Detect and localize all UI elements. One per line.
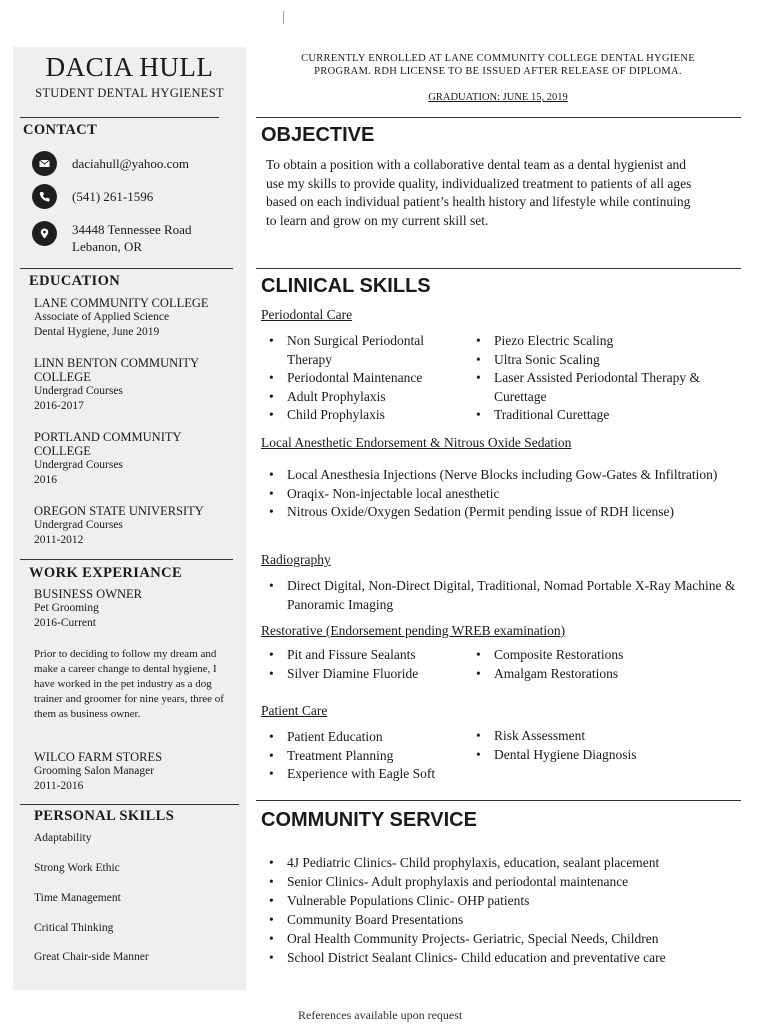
sidebar xyxy=(13,47,246,990)
list-item: • Nitrous Oxide/Oxygen Sedation (Permit pending issue of RDH license) xyxy=(263,503,739,522)
education-item xyxy=(34,356,239,414)
job-title: BUSINESS OWNER xyxy=(34,587,142,601)
list-item: • Traditional Curettage xyxy=(470,406,745,425)
list-item: • Pit and Fissure Sealants xyxy=(263,646,463,665)
job-dates: 2011-2016 xyxy=(34,780,84,792)
list-item: • Oral Health Community Projects- Geriatric, Special Needs, Children xyxy=(263,929,739,948)
divider xyxy=(256,800,741,801)
personal-skill-item: Time Management xyxy=(34,892,121,904)
anesthetic-subheading: Local Anesthetic Endorsement & Nitrous Oxide Sedation xyxy=(261,435,572,450)
divider xyxy=(256,268,741,269)
education-item xyxy=(34,430,239,488)
personal-skill-item: Strong Work Ethic xyxy=(34,862,120,874)
divider xyxy=(20,117,219,118)
anesthetic-list xyxy=(263,466,739,522)
list-item: • Non Surgical Periodontal Therapy xyxy=(263,332,463,369)
personal-skill-item: Adaptability xyxy=(34,832,92,844)
list-item: • Senior Clinics- Adult prophylaxis and periodontal maintenance xyxy=(263,872,739,891)
list-item: • Direct Digital, Non-Direct Digital, Traditional, Nomad Portable X-Ray Machine & Panoramic Imaging xyxy=(263,577,739,614)
restorative-list-left xyxy=(263,646,463,683)
list-item: • Treatment Planning xyxy=(263,747,463,766)
contact-email-row xyxy=(32,151,189,176)
graduation-date: GRADUATION: JUNE 15, 2019 xyxy=(428,92,568,103)
job-description: Prior to deciding to follow my dream and make a career change to dental hygiene, I have worked in the pet industry as a dog trainer and groomer for nine years, three of them as business owner. xyxy=(34,648,224,720)
restorative-subheading: Restorative (Endorsement pending WREB examination) xyxy=(261,623,566,638)
list-item: • Local Anesthesia Injections (Nerve Blocks including Gow-Gates & Infiltration) xyxy=(263,466,739,485)
email-text: daciahull@yahoo.com xyxy=(72,156,190,171)
divider xyxy=(20,804,239,805)
list-item: • Community Board Presentations xyxy=(263,910,739,929)
list-item: • Oraqix- Non-injectable local anesthetic xyxy=(263,485,739,504)
address-line-2: Lebanon, OR xyxy=(72,239,143,254)
phone-text: (541) 261-1596 xyxy=(72,189,154,204)
list-item: • Amalgam Restorations xyxy=(470,665,730,684)
list-item: • Silver Diamine Fluoride xyxy=(263,665,463,684)
contact-address-row xyxy=(32,221,191,255)
contact-heading: CONTACT xyxy=(23,122,98,138)
school-name: PORTLAND COMMUNITY COLLEGE xyxy=(34,430,182,458)
list-item: • Piezo Electric Scaling xyxy=(470,332,745,351)
degree-line: Dental Hygiene, June 2019 xyxy=(34,326,160,338)
job-role: Grooming Salon Manager xyxy=(34,765,155,777)
divider xyxy=(256,117,741,118)
list-item: • Dental Hygiene Diagnosis xyxy=(470,746,730,765)
job-title: WILCO FARM STORES xyxy=(34,750,163,764)
address-line-1: 34448 Tennessee Road xyxy=(72,222,192,237)
list-item: • Risk Assessment xyxy=(470,727,730,746)
candidate-title: STUDENT DENTAL HYGIENEST xyxy=(35,86,224,100)
list-item: • Adult Prophylaxis xyxy=(263,388,463,407)
work-item xyxy=(34,750,239,794)
work-item xyxy=(34,587,239,631)
objective-text: To obtain a position with a collaborative dental team as a dental hygienist and use my skills to provide quality, individualized treatment to patients of all ages based on each individual patient’s health history and lifestyle while continuing to learn and grow on my current skill set. xyxy=(266,157,692,228)
school-name: LANE COMMUNITY COLLEGE xyxy=(34,296,209,310)
periodontal-list-left xyxy=(263,332,463,425)
periodontal-subheading: Periodontal Care xyxy=(261,307,353,322)
job-dates: 2016-Current xyxy=(34,617,96,629)
degree-line: Associate of Applied Science xyxy=(34,311,170,323)
patient-care-subheading: Patient Care xyxy=(261,703,328,718)
degree-line: Undergrad Courses xyxy=(34,459,123,471)
notice-line-1: CURRENTLY ENROLLED AT LANE COMMUNITY COLLEGE DENTAL HYGIENE xyxy=(301,53,695,64)
location-pin-icon xyxy=(32,221,57,246)
degree-line: Undergrad Courses xyxy=(34,385,123,397)
degree-line: 2016 xyxy=(34,474,57,486)
radiography-list xyxy=(263,577,739,614)
address-text xyxy=(72,221,191,255)
text-cursor xyxy=(283,11,284,24)
email-icon xyxy=(32,151,57,176)
references-footer: References available upon request xyxy=(298,1008,463,1022)
list-item: • Periodontal Maintenance xyxy=(263,369,463,388)
personal-skill-item: Great Chair-side Manner xyxy=(34,951,149,963)
list-item: • Experience with Eagle Soft xyxy=(263,765,463,784)
education-heading: EDUCATION xyxy=(29,273,121,289)
notice-line-2: PROGRAM. RDH LICENSE TO BE ISSUED AFTER RELEASE OF DIPLOMA. xyxy=(314,66,682,77)
list-item: • Patient Education xyxy=(263,728,463,747)
divider xyxy=(20,559,233,560)
education-item xyxy=(34,504,239,548)
degree-line: Undergrad Courses xyxy=(34,519,123,531)
patient-care-list-right xyxy=(470,727,730,764)
list-item: • Child Prophylaxis xyxy=(263,406,463,425)
list-item: • Composite Restorations xyxy=(470,646,730,665)
education-item xyxy=(34,296,239,340)
restorative-list-right xyxy=(470,646,730,683)
personal-skill-item: Critical Thinking xyxy=(34,922,114,934)
list-item: • Vulnerable Populations Clinic- OHP patients xyxy=(263,891,739,910)
work-description xyxy=(34,647,230,722)
degree-line: 2016-2017 xyxy=(34,400,84,412)
list-item: • Laser Assisted Periodontal Therapy & Curettage xyxy=(470,369,745,406)
patient-care-list-left xyxy=(263,728,463,784)
candidate-name: DACIA HULL xyxy=(45,52,214,82)
community-service-list xyxy=(263,853,739,967)
list-item: • 4J Pediatric Clinics- Child prophylaxis, education, sealant placement xyxy=(263,853,739,872)
community-service-heading: COMMUNITY SERVICE xyxy=(261,809,477,831)
personal-skills-heading: PERSONAL SKILLS xyxy=(34,808,175,824)
school-name: OREGON STATE UNIVERSITY xyxy=(34,504,204,518)
phone-icon xyxy=(32,184,57,209)
radiography-subheading: Radiography xyxy=(261,552,331,567)
divider xyxy=(20,268,233,269)
list-item: • Ultra Sonic Scaling xyxy=(470,351,745,370)
objective-heading: OBJECTIVE xyxy=(261,124,375,146)
clinical-skills-heading: CLINICAL SKILLS xyxy=(261,275,431,297)
school-name: LINN BENTON COMMUNITY COLLEGE xyxy=(34,356,199,384)
contact-phone-row xyxy=(32,184,153,209)
list-item: • School District Sealant Clinics- Child education and preventative care xyxy=(263,948,739,967)
enrollment-notice xyxy=(255,52,741,78)
degree-line: 2011-2012 xyxy=(34,534,84,546)
work-heading: WORK EXPERIANCE xyxy=(29,565,183,581)
periodontal-list-right xyxy=(470,332,745,425)
job-role: Pet Grooming xyxy=(34,602,99,614)
